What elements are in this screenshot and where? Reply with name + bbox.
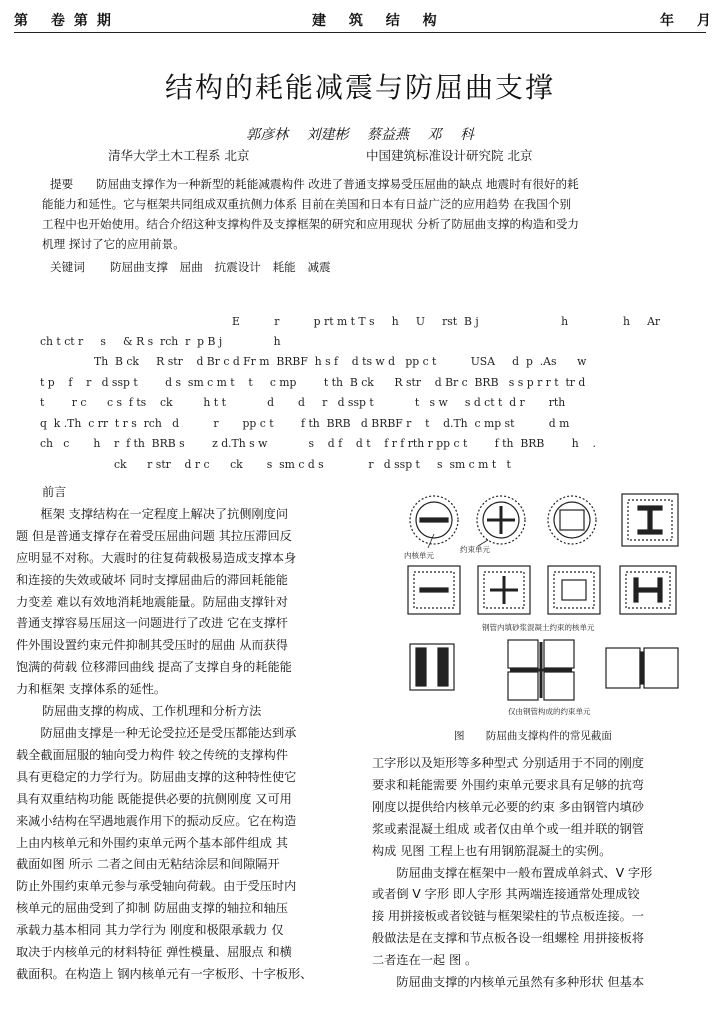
body-line: 来减小结构在罕遇地震作用下的振动反应。它在构造	[16, 813, 297, 828]
body-line: 题 但是普通支撑存在着受压屈曲问题 其拉压滞回反	[16, 528, 292, 543]
body-line: 刚度以提供给内核单元必要的约束 多由钢管内填砂	[372, 799, 644, 814]
header-date: 年 月	[660, 13, 720, 29]
abstract-cn-line: 防屈曲支撑作为一种新型的耗能减震构件 改进了普通支撑易受压屈曲的缺点 地震时有很好的耗	[96, 177, 579, 191]
body-line: 或者倒 V 字形 即人字形 其两端连接通常处理成铰	[372, 887, 640, 902]
abstract-cn-line: 工程中也开始使用。结合介绍这种支撑构件及支撑框架的研究和应用现状 分析了防屈曲支撑的构造和受力	[42, 217, 580, 231]
body-line: 和连接的失效或破坏 同时支撑屈曲后的滞回耗能能	[16, 572, 288, 587]
body-line: 要求和耗能需要 外围约束单元要求具有足够的抗弯	[372, 777, 644, 792]
right-column	[372, 753, 706, 994]
body-line: 防屈曲支撑的内核单元虽然有多种形状 但基本	[396, 975, 645, 990]
section-square-h	[620, 566, 676, 614]
figure-brb-sections	[398, 488, 708, 720]
section-tube-pair	[606, 648, 678, 688]
body-line: 截面积。在构造上 钢内核单元有一字板形、十字板形、	[16, 966, 313, 981]
body-line: 框架 支撑结构在一定程度上解决了抗侧刚度问	[40, 506, 289, 521]
abstract-en-line: t r c c s f ts ck h t t d d r d ssp t t s w s d ct t d r rth	[40, 396, 566, 409]
paper-title: 结构的耗能减震与防屈曲支撑	[164, 71, 555, 104]
header-journal: 建 筑 结 构	[312, 13, 446, 29]
section-tube-quad	[508, 640, 574, 700]
abstract-en-line: t p f r d ssp t d s sm c m t t c mp t th B ck R str d Br c BRB s s p r r t tr d	[40, 376, 586, 389]
body-line: 载全截面屈服的轴向受力构件 较之传统的支撑构件	[16, 747, 288, 762]
body-line: 件外围设置约束元件抑制其受压时的屈曲 从而获得	[16, 638, 288, 653]
body-line: 力和框架 支撑体系的延性。	[16, 682, 167, 697]
section-square-box	[548, 566, 600, 614]
body-line: 截面如图 所示 二者之间由无粘结涂层和间隙隔开	[16, 857, 280, 872]
figure-caption-text: 防屈曲支撑构件的常见截面	[485, 730, 612, 742]
abstract-en-line: Th B ck R str d Br c d Fr m BRBF h s f d ts w d pp c t USA d p .As w	[94, 355, 587, 368]
body-line: 构成 见图 工程上也有用钢筋混凝土的实例。	[372, 843, 612, 858]
body-line: 接 用拼接板或者铰链与框架梁柱的节点板连接。一	[372, 909, 644, 924]
authors: 郭彦林 刘建彬 蔡益燕 邓 科	[246, 127, 474, 143]
section-square-ibeam	[622, 494, 678, 546]
body-line: 防止外围约束单元参与承受轴向荷载。由于受压时内	[16, 879, 297, 894]
affiliation-cbs: 中国建筑标准设计研究院 北京	[366, 148, 533, 163]
body-line: 核单元的屈曲受到了抑制 防屈曲支撑的轴拉和轴压	[16, 901, 288, 916]
abstract-en-line: ck r str d r c ck s sm c d s r d ssp t s sm c m t t	[114, 458, 511, 471]
body-line: 力变差 难以有效地消耗地震能量。防屈曲支撑针对	[16, 594, 288, 609]
body-line: 防屈曲支撑在框架中一般布置成单斜式、V 字形	[396, 865, 653, 880]
abstract-en-line: ch c h r f th BRB s z d.Th s w s d f d t f r f rth r pp c t f th BRB h .	[40, 437, 596, 450]
label-row3: 仅由钢管构成的约束单元	[508, 707, 591, 716]
body-line: 防屈曲支撑是一种无论受拉还是受压都能达到承	[40, 725, 297, 740]
section-circle-cross	[477, 496, 525, 544]
section-square-cross	[478, 566, 530, 614]
body-line: 承载力基本相同 其力学行为 刚度和极限承载力 仅	[16, 923, 284, 938]
body-line: 具有双重结构功能 既能提供必要的抗侧刚度 又可用	[16, 791, 292, 806]
body-line: 饱满的荷载 位移滞回曲线 提高了支撑自身的耗能能	[16, 660, 292, 675]
left-column	[16, 482, 346, 986]
body-line: 取决于内核单元的材料特征 弹性模量、屈服点 和横	[16, 945, 292, 960]
header-rule	[14, 32, 706, 33]
section-circle-box	[548, 496, 596, 544]
abstract-cn-line: 机理 探讨了它的应用前景。	[42, 237, 185, 251]
section-square-plate	[408, 566, 460, 614]
section-heading: 防屈曲支撑的构成、工作机理和分析方法	[42, 704, 262, 719]
abstract-en-line: ch t ct r s & R s rch r p B j h	[40, 335, 281, 348]
abstract-cn-label: 提要	[50, 177, 74, 191]
abstract-cn-line: 能能力和延性。它与框架共同组成双重抗侧力体系 目前在美国和日本有日益广泛的应用趋势 在我国个别	[42, 197, 572, 211]
keywords-label: 关键词	[50, 260, 85, 274]
label-row2: 钢管内填砂浆混凝土约束的核单元	[482, 623, 595, 632]
figure-caption	[454, 728, 612, 743]
body-line: 上由内核单元和外围约束单元两个基本部件组成 其	[16, 835, 288, 850]
affiliation-tsinghua: 清华大学土木工程系 北京	[108, 148, 250, 163]
abstract-en-line: q k .Th c rr t r s rch d r pp c t f th BRB d BRBF r t d.Th c mp st d m	[40, 417, 570, 430]
body-line: 工字形以及矩形等多种型式 分别适用于不同的刚度	[372, 756, 644, 770]
body-line: 具有更稳定的力学行为。防屈曲支撑的这种特性使它	[16, 769, 297, 784]
label-restraint-unit: 约束单元	[460, 545, 490, 554]
body-line: 应明显不对称。大震时的往复荷载极易造成支撑本身	[16, 550, 297, 565]
body-line: 般做法是在支撑和节点板各设一组螺栓 用拼接板将	[372, 931, 644, 946]
body-line: 普通支撑容易压屈这一问题进行了改进 它在支撑杆	[16, 616, 288, 631]
section-heading-foreword: 前言	[42, 485, 67, 499]
figure-caption-num: 图	[454, 730, 465, 742]
abstract-en-line: E r p rt m t T s h U rst B j h h Ar	[232, 315, 661, 328]
label-core-unit: 内核单元	[404, 551, 434, 560]
body-line: 二者连在一起 图 。	[372, 953, 478, 968]
keywords-value: 防屈曲支撑 屈曲 抗震设计 耗能 减震	[110, 260, 331, 274]
body-line: 浆或素混凝土组成 或者仅由单个或一组并联的钢管	[372, 821, 644, 836]
header-volume: 第 卷第期	[14, 13, 120, 29]
section-tube-single	[410, 644, 454, 690]
section-circle-plate	[410, 496, 458, 544]
